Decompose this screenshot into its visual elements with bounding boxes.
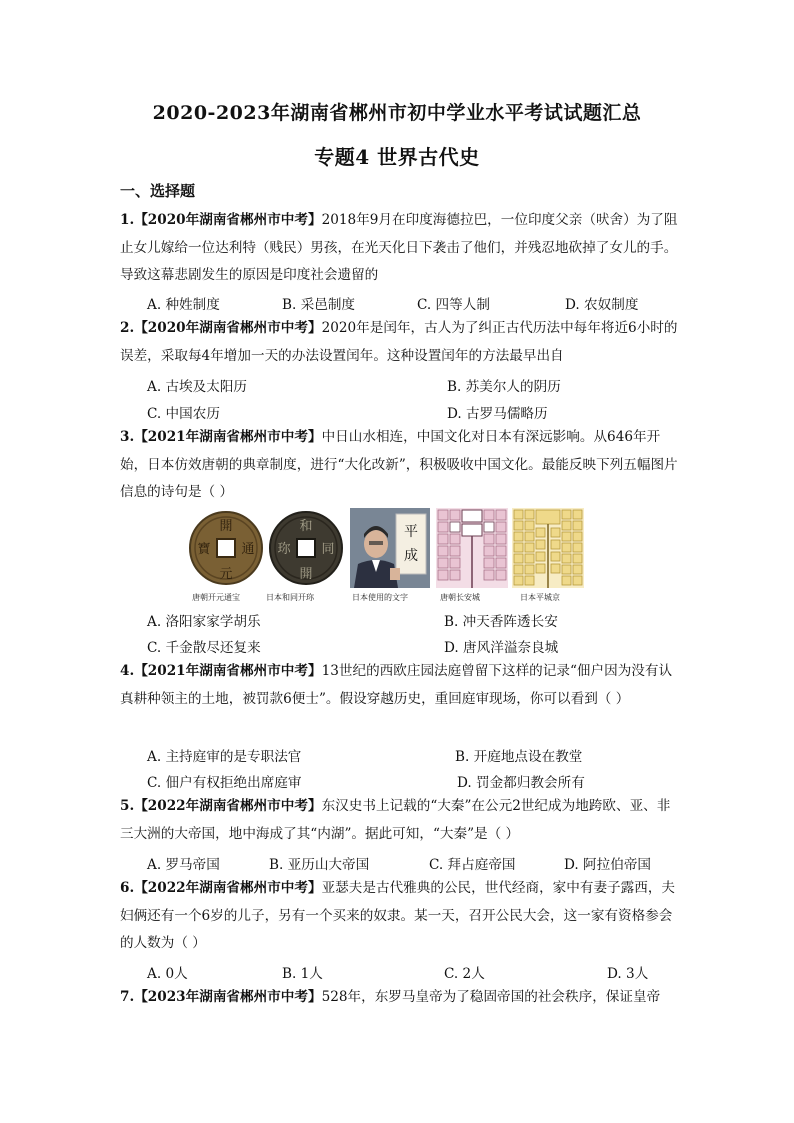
question-text: 东汉史书上记载的“大秦”在公元2世纪成为地跨欧、亚、非三大洲的大帝国，地中海成了其“内湖”。据此可知，“大秦”是（ ）	[120, 798, 671, 842]
question-text: 2020年是闰年，古人为了纠正古代历法中每年将近6小时的误差，采取每4年增加一天的办法设置闰年。这种设置闰年的方法最早出自	[120, 320, 678, 364]
section-heading: 一、选择题	[120, 182, 196, 200]
question-source: 【2022年湖南省郴州市中考】	[134, 798, 322, 814]
question-text: 528年，东罗马皇帝为了稳固帝国的社会秩序，保证皇帝	[321, 989, 661, 1005]
coin-glyph-left: 珎	[277, 542, 291, 557]
option-d[interactable]: D. 罚金都归教会所有	[457, 775, 585, 791]
figure-caption: 唐朝开元通宝	[192, 593, 240, 602]
question-text: 中日山水相连，中国文化对日本有深远影响。从646年开始，日本仿效唐朝的典章制度，进行“大化改新”，积极吸收中国文化。最能反映下列五幅图片信息的诗句是（ ）	[120, 429, 678, 500]
question-6	[120, 875, 680, 958]
coin-glyph-bottom: 元	[219, 567, 233, 582]
question-2-options-row2	[147, 402, 677, 424]
question-3-options-row1	[147, 610, 677, 632]
question-5-options	[147, 853, 677, 875]
option-b[interactable]: B. 苏美尔人的阴历	[447, 379, 561, 395]
option-c[interactable]: C. 拜占庭帝国	[429, 857, 516, 873]
wadokaichin-coin-image	[268, 508, 346, 604]
coin-glyph-top: 開	[219, 519, 233, 534]
page-subtitle: 专题4 世界古代史	[314, 145, 480, 169]
question-number: 2.	[120, 320, 135, 336]
question-source: 【2020年湖南省郴州市中考】	[134, 212, 322, 228]
question-number: 6.	[120, 880, 135, 896]
question-source: 【2022年湖南省郴州市中考】	[134, 880, 322, 896]
option-b[interactable]: B. 1人	[282, 966, 323, 982]
changan-plan-image	[436, 508, 508, 604]
coin-glyph-right: 同	[321, 542, 335, 557]
question-number: 1.	[120, 212, 135, 228]
question-4-options-row2	[147, 771, 677, 793]
coin-glyph-right: 通	[241, 542, 255, 557]
figure-caption: 日本平城京	[520, 593, 560, 602]
option-a[interactable]: A. 种姓制度	[147, 297, 220, 313]
question-number: 4.	[120, 663, 135, 679]
figure-caption: 日本使用的文字	[352, 593, 408, 602]
option-a[interactable]: A. 主持庭审的是专职法官	[147, 749, 302, 765]
question-3	[120, 424, 680, 507]
question-5	[120, 793, 680, 848]
option-b[interactable]: B. 冲天香阵透长安	[444, 614, 558, 630]
question-source: 【2023年湖南省郴州市中考】	[134, 989, 322, 1005]
banner-glyph-1: 平	[404, 524, 418, 540]
banner-glyph-2: 成	[404, 548, 418, 564]
question-4-options-row1	[147, 745, 677, 767]
question-4	[120, 658, 680, 713]
question-source: 【2021年湖南省郴州市中考】	[134, 663, 322, 679]
question-text: 2018年9月在印度海德拉巴，一位印度父亲（吠舍）为了阻止女儿嫁给一位达利特（贱民）男孩，在光天化日下袭击了他们，并残忍地砍掉了女儿的手。导致这幕悲剧发生的原因是印度社会遗留的	[120, 212, 678, 283]
question-number: 7.	[120, 989, 135, 1005]
option-a[interactable]: A. 古埃及太阳历	[147, 379, 248, 395]
question-2	[120, 315, 680, 370]
option-c[interactable]: C. 2人	[444, 966, 485, 982]
question-7	[120, 984, 680, 1012]
question-2-options-row1	[147, 375, 677, 397]
question-1-options	[147, 293, 677, 315]
option-c[interactable]: C. 中国农历	[147, 406, 220, 422]
question-source: 【2021年湖南省郴州市中考】	[134, 429, 322, 445]
coin-glyph-top: 和	[299, 519, 313, 534]
question-number: 5.	[120, 798, 135, 814]
figure-caption: 唐朝长安城	[440, 593, 480, 602]
option-a[interactable]: A. 罗马帝国	[147, 857, 220, 873]
figure-caption: 日本和同开珎	[266, 593, 314, 602]
page-title: 2020-2023年湖南省郴州市初中学业水平考试试题汇总	[152, 102, 642, 124]
option-a[interactable]: A. 0人	[147, 966, 188, 982]
question-text: 亚瑟夫是古代雅典的公民，世代经商，家中有妻子露西，夫妇俩还有一个6岁的儿子，另有一个买来的奴隶。某一天，召开公民大会，这一家有资格参会的人数为（ ）	[120, 880, 676, 951]
heijokyo-plan-image	[512, 508, 584, 604]
question-number: 3.	[120, 429, 135, 445]
option-d[interactable]: D. 古罗马儒略历	[447, 406, 548, 422]
question-source: 【2020年湖南省郴州市中考】	[134, 320, 322, 336]
question-6-options	[147, 962, 677, 984]
option-c[interactable]: C. 佃户有权拒绝出席庭审	[147, 775, 302, 791]
option-d[interactable]: D. 阿拉伯帝国	[564, 857, 652, 873]
option-c[interactable]: C. 千金散尽还复来	[147, 640, 261, 656]
question-text: 13世纪的西欧庄园法庭曾留下这样的记录“佃户因为没有认真耕种领主的土地，被罚款6便士”。假设穿越历史，重回庭审现场，你可以看到（ ）	[120, 663, 673, 707]
coin-glyph-bottom: 開	[299, 567, 313, 582]
option-d[interactable]: D. 3人	[607, 966, 649, 982]
kaiyuan-coin-image	[188, 508, 266, 604]
option-c[interactable]: C. 四等人制	[417, 297, 490, 313]
heisei-photo-image	[350, 508, 430, 604]
option-b[interactable]: B. 开庭地点设在教堂	[455, 749, 583, 765]
option-b[interactable]: B. 采邑制度	[282, 297, 356, 313]
coin-glyph-left: 寶	[197, 542, 211, 557]
option-d[interactable]: D. 唐风洋溢奈良城	[444, 640, 559, 656]
question-3-options-row2	[147, 636, 677, 658]
option-a[interactable]: A. 洛阳家家学胡乐	[147, 614, 261, 630]
question-1	[120, 207, 680, 290]
option-b[interactable]: B. 亚历山大帝国	[269, 857, 370, 873]
option-d[interactable]: D. 农奴制度	[565, 297, 639, 313]
